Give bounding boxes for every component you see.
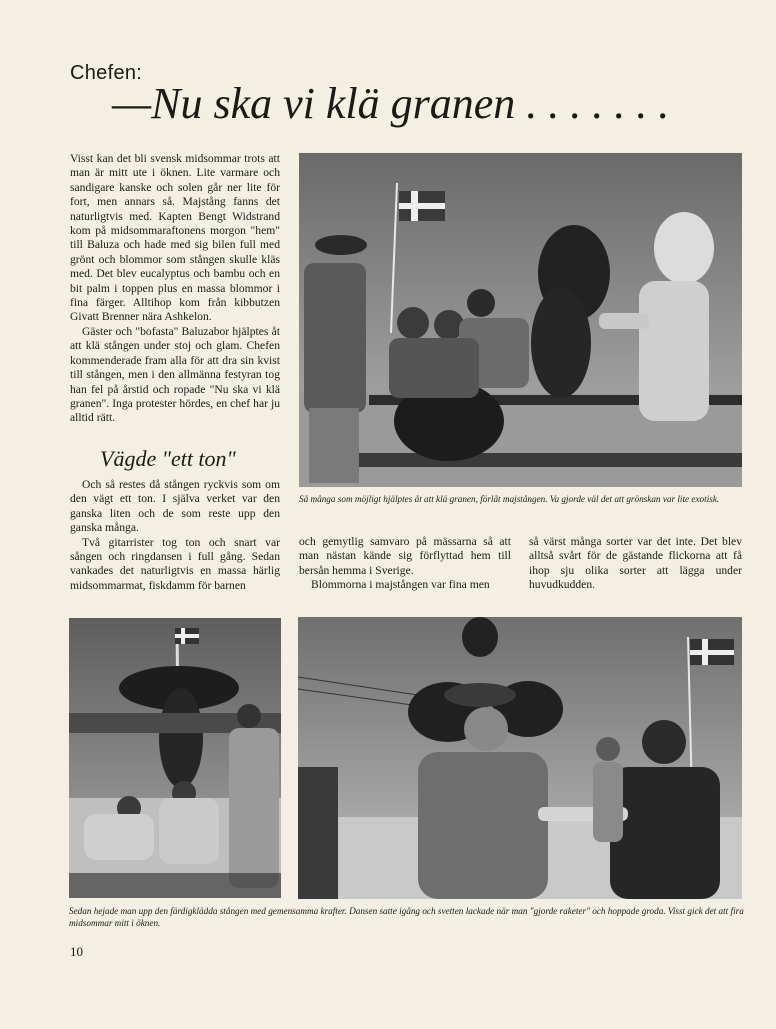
paragraph: Och så restes då stången ryckvis som om den vägt ett ton. I själva verket var den ganska liten och de som reste upp den ganska många. — [70, 478, 280, 535]
paragraph: och gemytlig samvaro på mässarna så att man nästan kände sig förflyttad hem till bersån hemma i Sverige. — [299, 535, 511, 577]
paragraph: Visst kan det bli svensk midsommar trots att man är mitt ute i öknen. Lite varmare och sandigare kanske och solen går ner lite för fort, men annars så. Majstång fanns det naturligtvis med. Kapten Bengt Widstrand kom på midsommaraftonens morgon "hem" till Baluza och hade med sig bilen full med grönt och blommor som stången skulle kläs med. Det blev eucalyptus och bambu och en bit palm i toppen plus en massa blommor i fina färger. Alltihop kom från kibbutzen Givatt Brenner nära Ashkelon. — [70, 152, 280, 324]
photo-raising-maypole — [69, 618, 281, 898]
photo-ring-dance — [298, 617, 742, 899]
article-column-1b — [70, 478, 280, 593]
caption-top: Så många som möjligt hjälptes åt att klä granen, förlåt majstången. Va gjorde väl det att grönskan var lite exotisk. — [299, 494, 720, 504]
article-column-3 — [529, 535, 742, 593]
paragraph: Gäster och "bofasta" Baluzabor hjälptes åt att klä stången under stoj och glam. Chefen kommenderade fram alla för att dra sin kvist till stången, men i den allmänna festyran tog han fel på årstid och ropade "Nu ska vi klä granen". Inga protester hördes, en chef har ju alltid rätt. — [70, 324, 280, 425]
article-column-2 — [299, 535, 511, 593]
paragraph: Två gitarrister tog ton och snart var sången och ringdansen i full gång. Sedan vankades det naturligtvis en massa härlig midsommarmat, fiskdamm för barnen — [70, 535, 280, 592]
photo-decorating-maypole — [299, 153, 742, 487]
headline: —Nu ska vi klä granen . . . . . . . — [112, 79, 670, 128]
kicker: Chefen: — [70, 62, 143, 84]
paragraph: Blommorna i majstången var fina men — [311, 578, 490, 592]
subheading: Vägde "ett ton" — [100, 446, 236, 471]
paragraph: så värst många sorter var det inte. Det blev alltså svårt för de gästande flickorna att få ihop sju olika sorter att lägga under huvudkudden. — [529, 535, 742, 592]
article-column-1 — [70, 152, 280, 426]
caption-bottom: Sedan hejade man upp den färdigklädda stången med gemensamma krafter. Dansen satte igång och svetten lackade när man "gjorde raketer" och hoppade groda. Visst gick det att fira midsommar mitt i öknen. — [69, 906, 744, 928]
page-number: 10 — [70, 944, 83, 959]
